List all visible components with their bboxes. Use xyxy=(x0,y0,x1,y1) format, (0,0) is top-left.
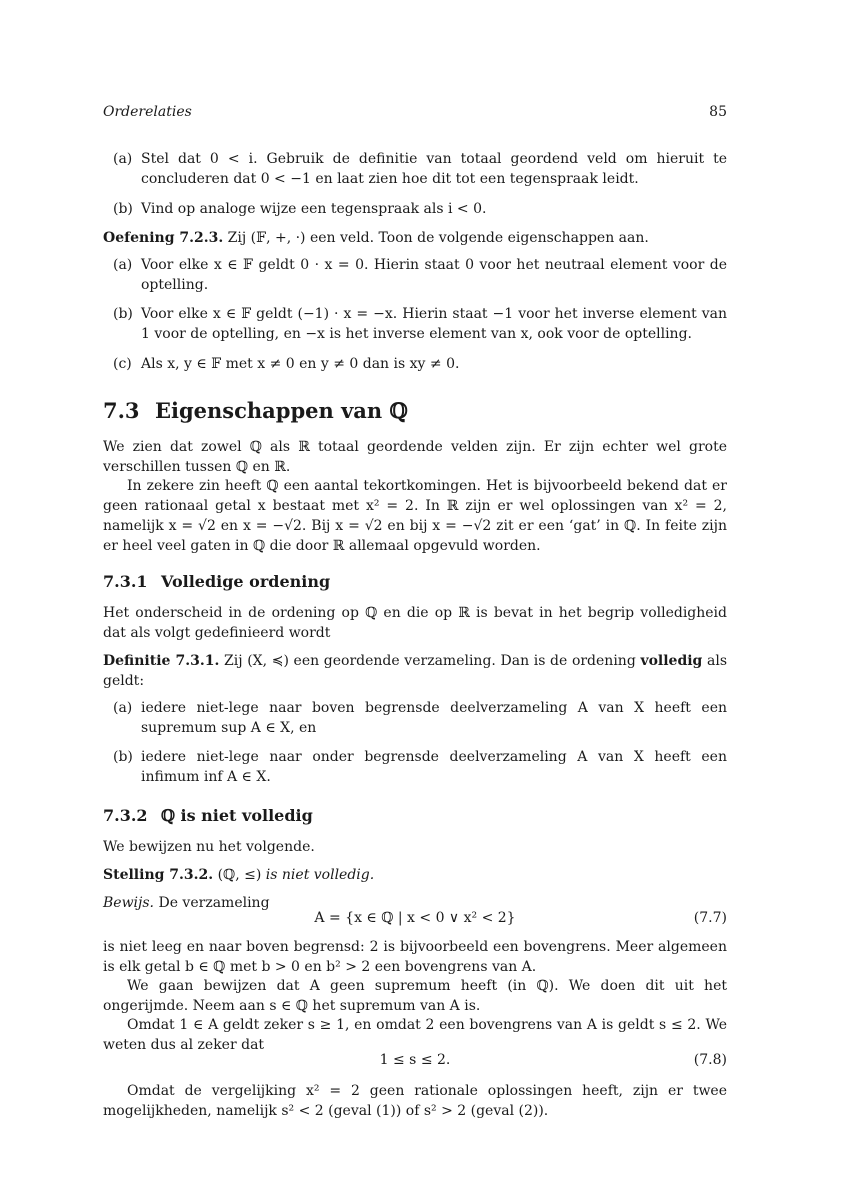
definition-item-b xyxy=(113,747,727,787)
paragraph: Omdat de vergelijking x² = 2 geen rationale oplossingen heeft, zijn er twee mogelijkheden, namelijk s² < 2 (geval (1)) of s² > 2 (geval (2)). xyxy=(103,1083,727,1119)
paragraph: We bewijzen nu het volgende. xyxy=(103,839,315,855)
item-text: Voor elke x ∈ 𝔽 geldt 0 · x = 0. Hierin staat 0 voor het neutraal element voor de optelling. xyxy=(141,257,727,293)
subsection-heading xyxy=(103,572,330,591)
subsection-number: 7.3.2 xyxy=(103,806,148,825)
equation-body: A = {x ∈ ℚ | x < 0 ∨ x² < 2} xyxy=(314,910,516,926)
running-header xyxy=(103,104,727,124)
paragraph: is niet leeg en naar boven begrensd: 2 is bijvoorbeeld een bovengrens. Meer algemeen is elk getal b ∈ ℚ met b > 0 en b² > 2 een bovengrens van A. xyxy=(103,939,727,975)
equation-7-7 xyxy=(103,910,727,932)
paragraph: In zekere zin heeft ℚ een aantal tekortkomingen. Het is bijvoorbeeld bekend dat er geen rationaal getal x bestaat met x² = 2. In ℝ zijn er wel oplossingen van x² = 2, namelijk x = √2 en x = −√2. Bij x = √2 en bij x = −√2 zit er een ‘gat’ in ℚ. In feite zijn er heel veel gaten in ℚ die door ℝ allemaal opgevuld worden. xyxy=(103,478,727,554)
definition-label: Definitie 7.3.1. xyxy=(103,653,220,669)
proof-label: Bewijs. xyxy=(103,895,155,911)
theorem-label: Stelling 7.3.2. xyxy=(103,867,214,883)
subsection-title: Volledige ordening xyxy=(161,572,331,591)
item-label: (b) xyxy=(113,201,133,217)
item-text: Voor elke x ∈ 𝔽 geldt (−1) · x = −x. Hierin staat −1 voor het inverse element van 1 voor de optelling, en −x is het inverse element van x, ook voor de optelling. xyxy=(141,306,727,342)
definition-item-a xyxy=(113,698,727,738)
item-label: (b) xyxy=(113,749,133,765)
section-title: Eigenschappen van ℚ xyxy=(155,398,408,423)
equation-tag: (7.7) xyxy=(693,910,727,926)
running-title: Orderelaties xyxy=(103,104,192,120)
item-text: iedere niet-lege naar boven begrensde deelverzameling A van X heeft een supremum sup A ∈ X, en xyxy=(141,700,727,736)
item-text: Als x, y ∈ 𝔽 met x ≠ 0 en y ≠ 0 dan is xy ≠ 0. xyxy=(141,356,460,372)
item-text: Vind op analoge wijze een tegenspraak als i < 0. xyxy=(141,201,487,217)
section-heading xyxy=(103,398,408,423)
item-label: (a) xyxy=(113,257,133,273)
section-number: 7.3 xyxy=(103,398,140,423)
paragraph: Omdat 1 ∈ A geldt zeker s ≥ 1, en omdat 2 een bovengrens van A is geldt s ≤ 2. We weten dus al zeker dat xyxy=(103,1017,727,1053)
exercise-723-item-a xyxy=(113,255,727,295)
equation-7-8 xyxy=(103,1052,727,1074)
exercise-723-item-b xyxy=(113,304,727,344)
equation-body: 1 ≤ s ≤ 2. xyxy=(379,1052,451,1068)
theorem-732 xyxy=(103,865,727,885)
theorem-math: (ℚ, ≤) xyxy=(217,867,262,883)
item-label: (c) xyxy=(113,356,132,372)
exercise-723 xyxy=(103,228,727,248)
exercise-text: Zij (𝔽, +, ·) een veld. Toon de volgende eigenschappen aan. xyxy=(227,230,649,246)
definition-text: Zij (X, ≼) een geordende verzameling. Dan is de ordening xyxy=(224,653,636,669)
paragraph: We zien dat zowel ℚ als ℝ totaal geordende velden zijn. Er zijn echter wel grote verschillen tussen ℚ en ℝ. xyxy=(103,439,727,475)
exercise-723-item-c xyxy=(113,354,727,374)
item-label: (b) xyxy=(113,306,133,322)
item-text: iedere niet-lege naar onder begrensde deelverzameling A van X heeft een infimum inf A ∈ X. xyxy=(141,749,727,785)
exercise-label: Oefening 7.2.3. xyxy=(103,230,224,246)
paragraph: We gaan bewijzen dat A geen supremum heeft (in ℚ). We doen dit uit het ongerijmde. Neem aan s ∈ ℚ het supremum van A is. xyxy=(103,978,727,1014)
item-label: (a) xyxy=(113,151,133,167)
item-label: (a) xyxy=(113,700,133,716)
item-text: Stel dat 0 < i. Gebruik de definitie van totaal geordend veld om hieruit te concluderen dat 0 < −1 en laat zien hoe dit tot een tegenspraak leidt. xyxy=(141,151,727,187)
definition-text-end: als geldt: xyxy=(103,653,728,689)
theorem-text: is niet volledig. xyxy=(265,867,375,883)
paragraph: Het onderscheid in de ordening op ℚ en die op ℝ is bevat in het begrip volledigheid dat als volgt gedefinieerd wordt xyxy=(103,605,727,641)
subsection-number: 7.3.1 xyxy=(103,572,148,591)
exercise-item-a xyxy=(113,149,727,189)
subsection-title: ℚ is niet volledig xyxy=(161,806,313,825)
exercise-item-b xyxy=(113,199,727,219)
definition-term: volledig xyxy=(640,653,703,669)
equation-tag: (7.8) xyxy=(693,1052,727,1068)
page-number: 85 xyxy=(709,104,727,120)
subsection-heading xyxy=(103,806,313,825)
definition-731 xyxy=(103,651,727,691)
proof-intro: De verzameling xyxy=(158,895,270,911)
